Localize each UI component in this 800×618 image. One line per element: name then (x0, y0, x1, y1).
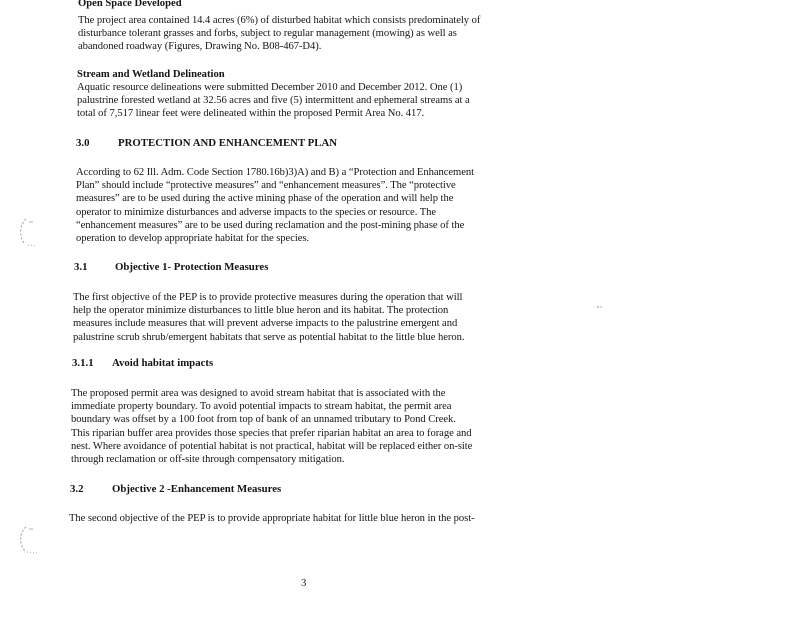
text-line: This riparian buffer area provides those species that prefer riparian habitat an area to forage and (71, 427, 472, 439)
paragraph-section-3-0 (76, 166, 474, 245)
text-line: abandoned roadway (Figures, Drawing No. B08-467-D4). (78, 41, 322, 53)
paragraph-section-3-2 (69, 512, 475, 525)
text-line: boundary was offset by a 100 foot from top of bank of an unnamed tributary to Pond Creek. (71, 414, 456, 426)
heading-open-space-developed: Open Space Developed (78, 0, 182, 9)
section-title: Avoid habitat impacts (112, 357, 214, 369)
text-line: total of 7,517 linear feet were delineated within the proposed Permit Area No. 417. (77, 108, 425, 120)
section-number: 3.2 (70, 483, 84, 495)
text-line: measures include measures that will prevent adverse impacts to the palustrine emergent and (73, 318, 458, 330)
text-line: disturbance tolerant grasses and forbs, subject to regular management (mowing) as well as (78, 28, 457, 40)
section-title: Objective 2 -Enhancement Measures (112, 483, 282, 495)
text-line: palustrine forested wetland at 32.56 acres and five (5) intermittent and ephemeral streams at a (77, 95, 470, 107)
text-line: The second objective of the PEP is to provide appropriate habitat for little blue heron in the post- (69, 513, 475, 524)
heading-section-3-2 (70, 483, 282, 496)
text-line: According to 62 Ill. Adm. Code Section 1780.16b)3)A) and B) a “Protection and Enhancement (76, 167, 475, 178)
section-number: 3.0 (76, 137, 90, 149)
heading-section-3-0 (76, 137, 338, 150)
text-line: The project area contained 14.4 acres (6%) of disturbed habitat which consists predominately of (78, 15, 481, 26)
punch-hole-mark-icon (14, 216, 40, 250)
text-line: “enhancement measures” are to be used during reclamation and the post-mining phase of the (76, 219, 465, 231)
section-number: 3.1.1 (72, 357, 94, 369)
text-line: Aquatic resource delineations were submitted December 2010 and December 2012. One (1) (77, 82, 463, 93)
text-line: The first objective of the PEP is to provide protective measures during the operation that will (73, 292, 463, 303)
text-line: operator to minimize disturbances and adverse impacts to the species or resource. The (76, 206, 437, 218)
text-line: nest. Where avoidance of potential habitat is not practical, habitat will be replaced either on-site (71, 440, 473, 452)
text-line: Plan” should include “protective measures” and “enhancement measures”. The “protective (76, 180, 456, 192)
text-line: The proposed permit area was designed to avoid stream habitat that is associated with the (71, 388, 446, 399)
text-line: measures” are to be used during the active mining phase of the operation and will help the (76, 193, 454, 205)
section-number: 3.1 (74, 261, 88, 273)
text-line: immediate property boundary. To avoid potential impacts to stream habitat, the permit area (71, 401, 452, 413)
paragraph-open-space (78, 14, 480, 54)
heading-section-3-1-1 (72, 357, 214, 370)
heading-stream-wetland: Stream and Wetland Delineation (77, 69, 225, 80)
scan-speck-icon (596, 304, 604, 310)
paragraph-stream-wetland (77, 81, 470, 121)
text-line: through reclamation or off-site through compensatory mitigation. (71, 454, 345, 466)
text-line: help the operator minimize disturbances to little blue heron and its habitat. The protection (73, 305, 449, 317)
page-number: 3 (301, 578, 307, 589)
paragraph-section-3-1-1 (71, 387, 472, 466)
section-title: Objective 1- Protection Measures (115, 261, 269, 273)
punch-hole-mark-icon (14, 524, 40, 558)
paragraph-section-3-1 (73, 291, 464, 344)
section-title: PROTECTION AND ENHANCEMENT PLAN (118, 137, 338, 149)
text-line: palustrine scrub shrub/emergent habitats that serve as potential habitat to the little blue heron. (73, 331, 465, 343)
heading-section-3-1 (74, 261, 269, 274)
text-line: operation to develop appropriate habitat for the species. (76, 233, 310, 245)
